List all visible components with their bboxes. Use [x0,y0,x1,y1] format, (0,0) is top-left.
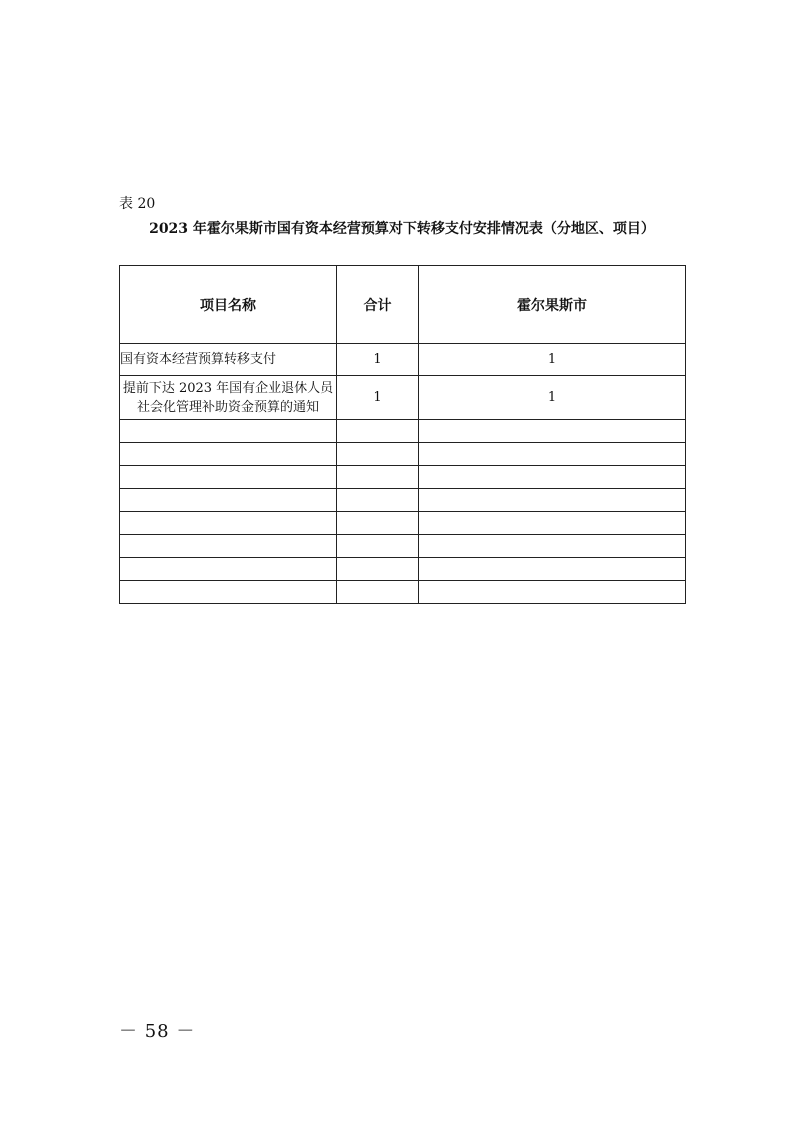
row-region-value: 1 [419,376,686,420]
row-region-value: 1 [419,344,686,376]
empty-table-row [120,581,686,604]
empty-table-row [120,558,686,581]
table-row [120,376,686,420]
table-row [120,344,686,376]
header-region: 霍尔果斯市 [419,266,686,344]
transfer-payment-table [119,265,686,604]
empty-table-row [120,420,686,443]
row-project-name: 国有资本经营预算转移支付 [120,344,337,376]
header-total: 合计 [337,266,419,344]
empty-table-row [120,512,686,535]
empty-table-row [120,443,686,466]
empty-table-row [120,535,686,558]
page-number: － 58 － [119,1021,196,1042]
row-total: 1 [337,376,419,420]
header-project-name: 项目名称 [120,266,337,344]
table-header-row [120,266,686,344]
empty-table-row [120,489,686,512]
table-label: 表 20 [119,196,156,212]
table-title: 2023 年霍尔果斯市国有资本经营预算对下转移支付安排情况表（分地区、项目） [149,221,655,237]
row-total: 1 [337,344,419,376]
row-project-name: 提前下达 2023 年国有企业退休人员社会化管理补助资金预算的通知 [120,376,337,420]
empty-table-row [120,466,686,489]
